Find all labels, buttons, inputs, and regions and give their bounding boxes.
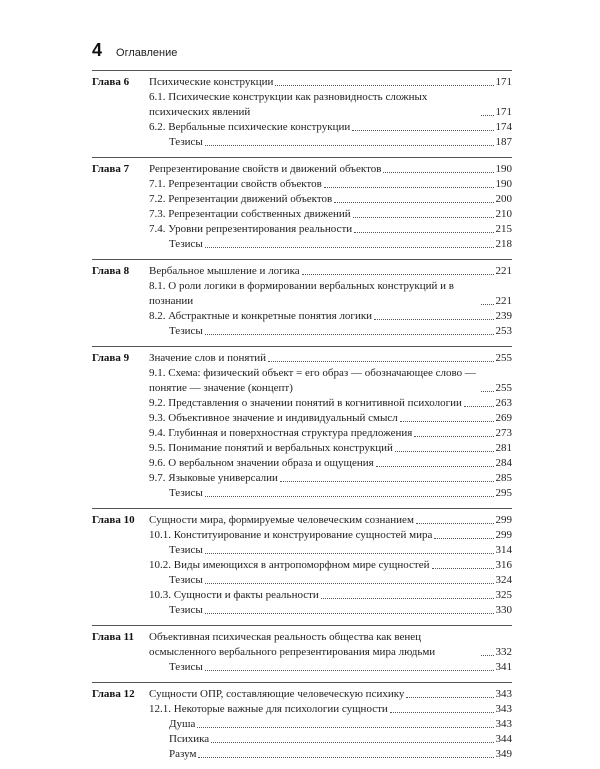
chapter-label: Глава 6 [92,76,130,88]
entry-title: Тезисы [169,238,203,250]
dot-leader [481,655,494,656]
entry-title: 8.1. О роли логики в формировании вербальных конструкций и в познании [149,280,454,307]
entry-page-number: 255 [495,352,512,364]
entry-page-number: 187 [495,136,512,148]
toc-entry[interactable] [149,456,512,471]
entry-title: Сущности ОПР, составляющие человеческую психику [149,688,405,700]
entry-page-number: 316 [495,559,512,571]
dot-leader [374,319,493,320]
dot-leader [324,187,494,188]
toc-entry[interactable] [149,528,512,543]
toc-entry[interactable] [149,732,512,747]
entry-page-number: 269 [495,412,512,424]
entry-title: 9.1. Схема: физический объект = его образ — обозначающее слово — понятие — значение (концепт) [149,367,476,394]
chapter-entries [149,687,512,762]
entry-title: 7.4. Уровни репрезентирования реальности [149,223,353,235]
chapter-entries [149,351,512,501]
dot-leader [205,496,494,497]
entry-title: 6.2. Вербальные психические конструкции [149,121,351,133]
entry-page-number: 285 [495,472,512,484]
toc-entry[interactable] [149,588,512,603]
toc-entry[interactable] [149,120,512,135]
toc-entry[interactable] [149,207,512,222]
dot-leader [481,304,494,305]
dot-leader [432,568,494,569]
entry-page-number: 263 [495,397,512,409]
entry-title: Тезисы [169,574,203,586]
dot-leader [395,451,494,452]
chapter-label: Глава 12 [92,688,135,700]
entry-title: Репрезентирование свойств и движений объектов [149,163,382,175]
entry-title: 8.2. Абстрактные и конкретные понятия логики [149,310,373,322]
entry-title: 7.3. Репрезентации собственных движений [149,208,351,220]
entry-page-number: 299 [495,529,512,541]
toc-entry[interactable] [149,411,512,426]
dot-leader [302,274,494,275]
dot-leader [205,334,494,335]
dot-leader [481,391,494,392]
chapter-label: Глава 10 [92,514,135,526]
toc-entry[interactable] [149,660,512,675]
dot-leader [390,712,494,713]
toc-chapter [92,682,512,769]
dot-leader [211,742,493,743]
toc-chapter [92,259,512,346]
dot-leader [205,670,494,671]
entry-page-number: 349 [495,748,512,760]
entry-page-number: 255 [495,382,512,394]
toc-chapter [92,508,512,625]
entry-page-number: 218 [495,238,512,250]
toc-entry[interactable] [149,75,512,90]
entry-title: 9.4. Глубинная и поверхностная структура предложения [149,427,413,439]
toc-entry[interactable] [149,747,512,762]
toc-chapter [92,157,512,259]
toc-entry[interactable] [149,177,512,192]
dot-leader [353,217,494,218]
entry-page-number: 314 [495,544,512,556]
entry-page-number: 343 [495,718,512,730]
chapter-label: Глава 11 [92,631,135,643]
dot-leader [197,727,493,728]
dot-leader [406,697,493,698]
dot-leader [400,421,494,422]
entry-title: 7.1. Репрезентации свойств объектов [149,178,322,190]
entry-page-number: 239 [495,310,512,322]
dot-leader [334,202,493,203]
entry-page-number: 330 [495,604,512,616]
entry-page-number: 221 [495,295,512,307]
entry-page-number: 324 [495,574,512,586]
entry-page-number: 171 [495,76,512,88]
chapter-entries [149,630,512,675]
toc-entry[interactable] [149,558,512,573]
dot-leader [280,481,494,482]
entry-title: Объективная психическая реальность общества как венец осмысленного вербального репрезентирования мира людьми [149,631,436,658]
toc-entry[interactable] [149,441,512,456]
entry-page-number: 221 [495,265,512,277]
chapter-entries [149,75,512,150]
toc-chapter [92,346,512,508]
dot-leader [275,85,493,86]
toc-entry[interactable] [149,135,512,150]
toc-entry[interactable] [149,573,512,588]
dot-leader [205,553,494,554]
dot-leader [205,613,494,614]
entry-title: Разум [169,748,197,760]
dot-leader [416,523,494,524]
toc-entry[interactable] [149,309,512,324]
entry-title: Тезисы [169,544,203,556]
toc-entry[interactable] [149,630,512,660]
entry-title: Психические конструкции [149,76,274,88]
entry-page-number: 215 [495,223,512,235]
dot-leader [464,406,494,407]
entry-page-number: 284 [495,457,512,469]
entry-title: 9.2. Представления о значении понятий в когнитивной психологии [149,397,462,409]
entry-title: Тезисы [169,487,203,499]
dot-leader [376,466,494,467]
dot-leader [205,247,494,248]
toc-entry[interactable] [149,396,512,411]
entry-page-number: 343 [495,703,512,715]
dot-leader [352,130,493,131]
dot-leader [383,172,493,173]
entry-title: Душа [169,718,196,730]
dot-leader [414,436,493,437]
toc-entry[interactable] [149,426,512,441]
entry-title: Психика [169,733,210,745]
page-number: 4 [92,40,103,60]
entry-page-number: 325 [495,589,512,601]
dot-leader [268,361,493,362]
toc-entry[interactable] [149,192,512,207]
entry-page-number: 200 [495,193,512,205]
entry-title: Тезисы [169,325,203,337]
toc-entry[interactable] [149,543,512,558]
entry-title: 10.1. Конституирование и конструирование сущностей мира [149,529,433,541]
entry-title: Значение слов и понятий [149,352,267,364]
entry-title: Тезисы [169,661,203,673]
chapter-label: Глава 7 [92,163,130,175]
entry-page-number: 273 [495,427,512,439]
chapter-label: Глава 8 [92,265,130,277]
entry-page-number: 332 [495,646,512,658]
entry-page-number: 343 [495,688,512,700]
entry-title: Вербальное мышление и логика [149,265,300,277]
toc-entry[interactable] [149,687,512,702]
entry-title: Сущности мира, формируемые человеческим сознанием [149,514,414,526]
chapter-label: Глава 9 [92,352,130,364]
table-of-contents [92,70,512,769]
toc-entry[interactable] [149,702,512,717]
dot-leader [354,232,493,233]
entry-title: 9.7. Языковые универсалии [149,472,278,484]
entry-title: 7.2. Репрезентации движений объектов [149,193,333,205]
entry-page-number: 210 [495,208,512,220]
toc-entry[interactable] [149,162,512,177]
chapter-entries [149,513,512,618]
running-head [92,40,177,61]
toc-entry[interactable] [149,279,512,309]
entry-title: 6.1. Психические конструкции как разновидность сложных психических явлений [149,91,428,118]
entry-title: 9.3. Объективное значение и индивидуальный смысл [149,412,398,424]
entry-title: 9.5. Понимание понятий и вербальных конструкций [149,442,393,454]
entry-page-number: 341 [495,661,512,673]
entry-page-number: 295 [495,487,512,499]
chapter-entries [149,264,512,339]
entry-page-number: 190 [495,178,512,190]
entry-title: Тезисы [169,604,203,616]
entry-page-number: 174 [495,121,512,133]
entry-page-number: 281 [495,442,512,454]
dot-leader [205,583,494,584]
entry-title: 10.2. Виды имеющихся в антропоморфном мире сущностей [149,559,430,571]
chapter-entries [149,162,512,252]
toc-chapter [92,70,512,157]
dot-leader [434,538,493,539]
toc-entry[interactable] [149,471,512,486]
toc-entry[interactable] [149,351,512,366]
entry-title: 12.1. Некоторые важные для психологии сущности [149,703,388,715]
dot-leader [481,115,494,116]
toc-entry[interactable] [149,264,512,279]
entry-page-number: 299 [495,514,512,526]
entry-page-number: 171 [495,106,512,118]
toc-chapter [92,625,512,682]
section-title: Оглавление [116,47,178,59]
toc-entry[interactable] [149,513,512,528]
toc-entry[interactable] [149,90,512,120]
dot-leader [321,598,494,599]
toc-entry[interactable] [149,717,512,732]
entry-title: Тезисы [169,136,203,148]
dot-leader [205,145,494,146]
toc-entry[interactable] [149,237,512,252]
entry-title: 9.6. О вербальном значении образа и ощущения [149,457,374,469]
entry-page-number: 253 [495,325,512,337]
toc-entry[interactable] [149,603,512,618]
toc-entry[interactable] [149,366,512,396]
entry-page-number: 344 [495,733,512,745]
dot-leader [198,757,493,758]
toc-entry[interactable] [149,324,512,339]
entry-title: 10.3. Сущности и факты реальности [149,589,319,601]
toc-entry[interactable] [149,486,512,501]
entry-page-number: 190 [495,163,512,175]
toc-entry[interactable] [149,222,512,237]
